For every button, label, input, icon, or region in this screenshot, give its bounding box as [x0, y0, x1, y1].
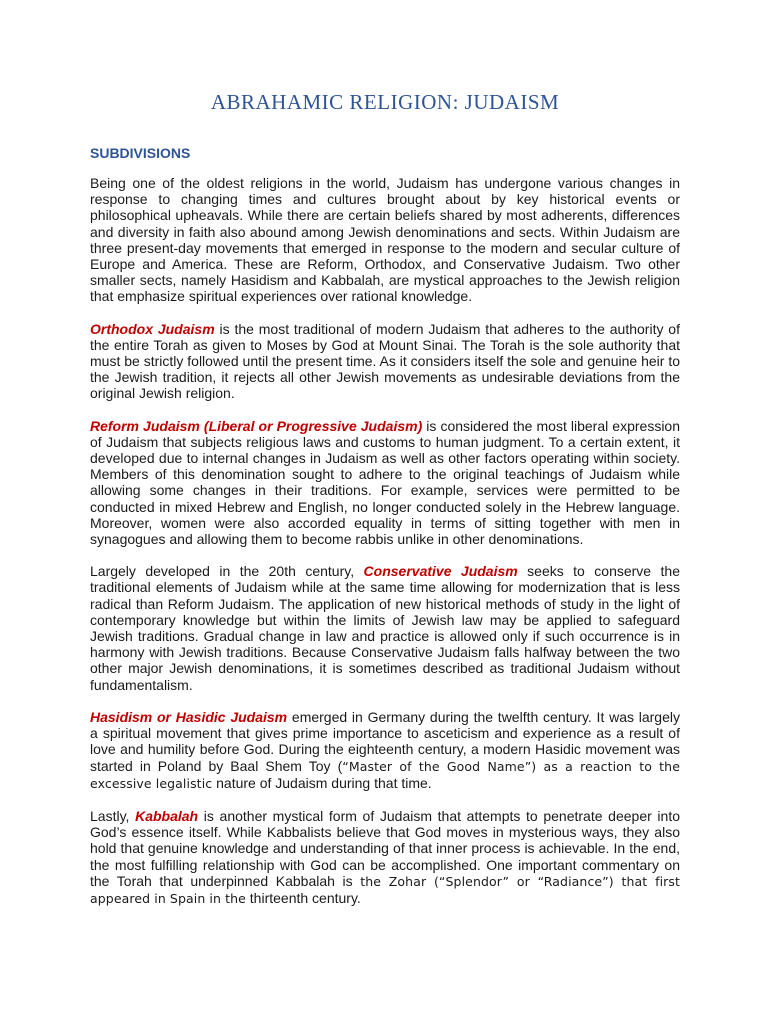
kabbalah-term: Kabbalah — [135, 807, 199, 824]
kabbalah-text: is another mystical form of Judaism that attempts to penetrate deeper into God’s essence itself. While Kabbalists believe that God moves in mysterious ways, they also hold that genuine knowledge and understanding of that inner process is achievable. In the end, the most fulfilling relationship with God can be accomplished. One important commentary on the Torah that underpinned Kabbalah is — [90, 807, 680, 889]
kabbalah-end-text: thirteenth century. — [245, 889, 361, 906]
kabbalah-lead: Lastly, — [90, 807, 136, 824]
section-heading: SUBDIVISIONS — [90, 145, 191, 161]
reform-text: is considered the most liberal expression of Judaism that subjects religious laws and customs to human judgment. To a certain extent, it developed due to internal changes in Judaism as well as other factors operating within society. Members of this denomination sought to adhere to the original teachings of Judaism while allowing some changes in their traditions. For example, services were permitted to be conducted in mixed Hebrew and English, no longer conducted solely in the Hebrew language. Moreover, women were also accorded equality in terms of sitting together with men in synagogues and allowing them to become rabbis unlike in other denominations. — [90, 417, 680, 548]
intro-paragraph — [90, 175, 680, 305]
reform-paragraph — [90, 418, 680, 548]
conservative-term: Conservative Judaism — [363, 563, 518, 580]
document-title: ABRAHAMIC RELIGION: JUDAISM — [210, 90, 560, 114]
conservative-text: seeks to conserve the traditional elements of Judaism while at the same time allowing for modernization that is less radical than Reform Judaism. The application of new historical methods of study in the light of contemporary knowledge but within the limits of Jewish law may be applied to safeguard Jewish traditions. Gradual change in law and practice is allowed only if such occurrence is in harmony with Jewish traditions. Because Conservative Judaism falls halfway between the two other major Jewish denominations, it is sometimes described as traditional Judaism without fundamentalism. — [90, 563, 680, 693]
hasidism-end-text: nature of Judaism during that time. — [212, 774, 432, 791]
hasidism-text: emerged in Germany during the twelfth century. It was largely a spiritual movement that gives prime importance to asceticism and experience as a result of love and humility before God. During the eighteenth century, a modern Hasidic movement was started in Poland by Baal Shem Toy ( — [90, 708, 680, 774]
conservative-paragraph — [90, 563, 680, 693]
hasidism-alt-text: “Master of the Good Name”) as a reaction to the excessive legalistic — [90, 758, 680, 791]
orthodox-paragraph — [90, 321, 680, 402]
orthodox-text: is the most traditional of modern Judaism that adheres to the authority of the entire Torah as given to Moses by God at Mount Sinai. The Torah is the sole authority that must be strictly followed until the present time. As it considers itself the sole and genuine heir to the Jewish tradition, it rejects all other Jewish movements as undesirable deviations from the original Jewish religion. — [90, 320, 680, 402]
kabbalah-paragraph — [90, 808, 680, 907]
hasidism-paragraph — [90, 709, 680, 792]
reform-term: Reform Judaism (Liberal or Progressive Judaism) — [90, 417, 423, 434]
hasidism-term: Hasidism or Hasidic Judaism — [90, 708, 288, 725]
orthodox-term: Orthodox Judaism — [90, 320, 215, 337]
conservative-lead: Largely developed in the 20th century, — [90, 563, 364, 580]
intro-text: Being one of the oldest religions in the world, Judaism has undergone various changes in response to changing times and cultures brought about by key historical events or philosophical upheavals. While there are certain beliefs shared by most adherents, differences and diversity in faith also abound among Jewish denominations and sects. Within Judaism are three present-day movements that emerged in response to the modern and secular culture of Europe and America. These are Reform, Orthodox, and Conservative Judaism. Two other smaller sects, namely Hasidism and Kabbalah, are mystical approaches to the Jewish religion that emphasize spiritual experiences over rational knowledge. — [90, 175, 680, 305]
kabbalah-alt-text: the Zohar (“Splendor” or “Radiance”) that first appeared in Spain in the — [90, 873, 681, 906]
